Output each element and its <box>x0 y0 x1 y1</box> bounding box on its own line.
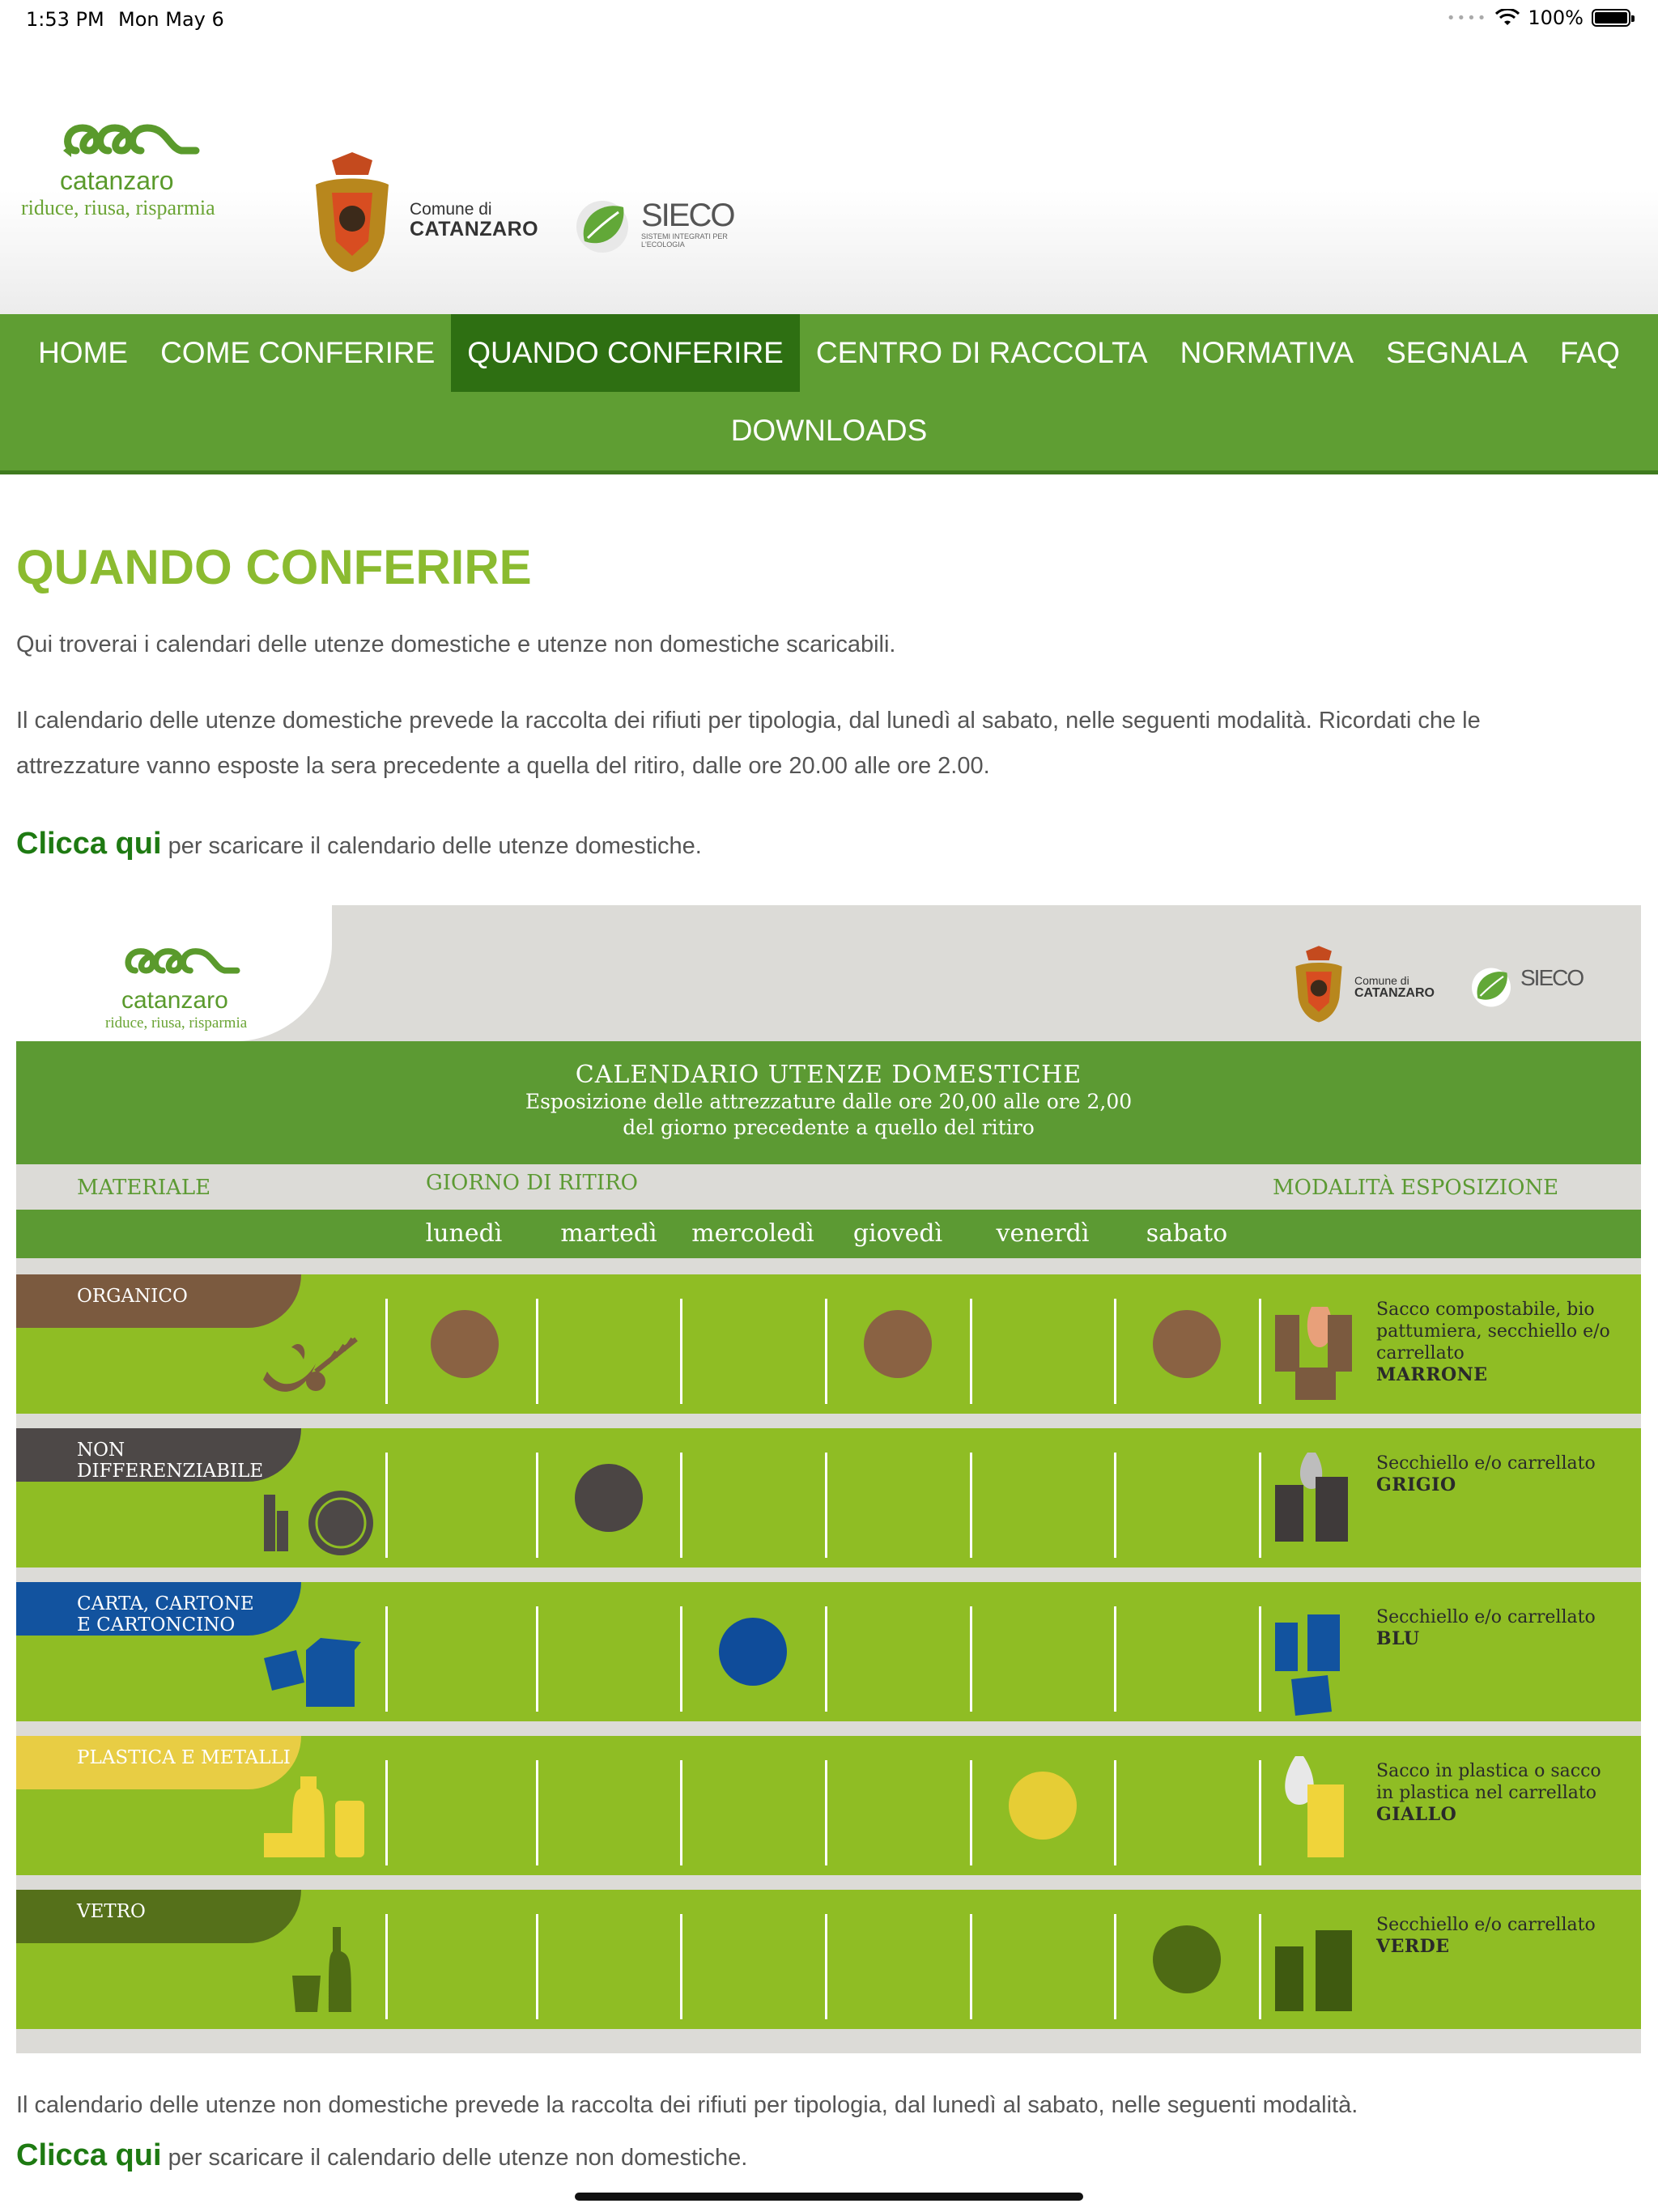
material-tab <box>16 1274 301 1328</box>
material-tab <box>16 1890 301 1943</box>
pickup-dot <box>431 1310 499 1378</box>
intro-text: Qui troverai i calendari delle utenze domestiche e utenze non domestiche scaricabili. <box>16 632 896 657</box>
calendar-title: CALENDARIO UTENZE DOMESTICHE <box>575 1061 1082 1089</box>
logo-word: catanzaro <box>60 166 174 195</box>
calendar-subtitle-2: del giorno precedente a quello del ritiro <box>623 1116 1035 1139</box>
column-separator <box>1114 1914 1116 2019</box>
comune-line2: CATANZARO <box>410 218 539 241</box>
battery-percent: 100% <box>1528 6 1584 29</box>
day-wednesday: mercoledì <box>691 1219 814 1248</box>
calendar-column-labels <box>16 1164 1641 1210</box>
column-separator <box>1114 1606 1116 1712</box>
multitask-dots-icon: •••• <box>1446 9 1488 27</box>
sieco-subtitle: SISTEMI INTEGRATI PER L'ECOLOGIA <box>641 232 728 249</box>
mode-description <box>1376 1453 1619 1496</box>
mode-color: GRIGIO <box>1376 1474 1456 1495</box>
calendar-image <box>16 905 1641 2053</box>
day-monday: lunedì <box>425 1219 503 1248</box>
material-label: VETRO <box>77 1901 146 1922</box>
mode-color: BLU <box>1376 1628 1420 1649</box>
day-friday: venerdì <box>996 1219 1090 1248</box>
day-tuesday: martedì <box>560 1219 657 1248</box>
mode-text: Secchiello e/o carrellato <box>1376 1915 1596 1935</box>
column-separator <box>825 1606 827 1712</box>
green-bins-icon <box>1271 1906 1360 2019</box>
column-separator <box>680 1299 682 1404</box>
column-separator <box>1114 1299 1116 1404</box>
nav-item-come-conferire[interactable]: COME CONFERIRE <box>160 336 436 369</box>
site-header <box>0 39 1658 314</box>
calendar-subtitle-1: Esposizione delle attrezzature dalle ore 20,00 alle ore 2,00 <box>525 1090 1133 1113</box>
wifi-icon <box>1495 9 1520 27</box>
pickup-dot <box>1009 1772 1077 1840</box>
calendar-sieco-word: SIECO <box>1520 965 1584 990</box>
calendar-crest-icon <box>1290 946 1347 1023</box>
column-separator <box>1259 1606 1261 1712</box>
column-separator <box>385 1760 388 1865</box>
column-separator <box>680 1453 682 1558</box>
column-separator <box>1259 1914 1261 2019</box>
column-separator <box>825 1299 827 1404</box>
sieco-leaf-icon <box>570 193 635 257</box>
logo-tagline: riduce, riusa, risparmia <box>21 196 215 219</box>
status-date: Mon May 6 <box>118 8 224 31</box>
yellow-bins-icon <box>1271 1752 1352 1865</box>
material-tab <box>16 1428 301 1482</box>
page-title: QUANDO CONFERIRE <box>16 540 532 594</box>
column-separator <box>1259 1453 1261 1558</box>
domestic-download-line <box>16 821 1627 869</box>
calendar-banner <box>16 1041 1641 1164</box>
non-domestic-download-line <box>16 2138 747 2176</box>
calendar-catanzaro-logo-icon <box>121 938 259 983</box>
site-logo[interactable] <box>21 112 264 220</box>
mode-description <box>1376 1606 1619 1650</box>
column-separator <box>385 1299 388 1404</box>
column-separator <box>970 1606 972 1712</box>
column-separator <box>1114 1453 1116 1558</box>
pickup-dot <box>1153 1310 1221 1378</box>
column-separator <box>536 1914 538 2019</box>
mode-description <box>1376 1299 1619 1386</box>
domestic-download-text: per scaricare il calendario delle utenze domestiche. <box>168 833 702 859</box>
calendar-days-header <box>16 1210 1641 1258</box>
comune-crest-icon <box>308 152 397 274</box>
mode-description <box>1376 1914 1619 1958</box>
nav-item-segnala[interactable]: SEGNALA <box>1386 336 1528 369</box>
column-separator <box>825 1453 827 1558</box>
column-separator <box>825 1760 827 1865</box>
mode-text: Secchiello e/o carrellato <box>1376 1607 1596 1627</box>
non-domestic-description: Il calendario delle utenze non domestiche prevede la raccolta dei rifiuti per tipologia, dal lunedì al sabato, nelle seguenti modalità. <box>16 2092 1358 2118</box>
calendar-row-non-differenziabile <box>16 1428 1641 1568</box>
column-separator <box>970 1760 972 1865</box>
nav-row-2 <box>0 392 1658 470</box>
nav-item-downloads[interactable]: DOWNLOADS <box>730 414 928 447</box>
mode-color: MARRONE <box>1376 1364 1488 1385</box>
day-saturday: sabato <box>1146 1219 1228 1248</box>
nav-row-1 <box>0 314 1658 392</box>
column-separator <box>536 1606 538 1712</box>
domestic-description-line1: Il calendario delle utenze domestiche prevede la raccolta dei rifiuti per tipologia, dal lunedì al sabato, nelle seguenti modalità. Ricordati che le <box>16 708 1481 734</box>
material-label-2: E CARTONCINO <box>77 1614 236 1636</box>
pickup-dot <box>575 1464 643 1532</box>
column-separator <box>385 1606 388 1712</box>
mode-text: Sacco in plastica o sacco in plastica nel carrellato <box>1376 1761 1601 1803</box>
calendar-logo-word: catanzaro <box>121 987 228 1014</box>
column-separator <box>536 1760 538 1865</box>
nav-item-home[interactable]: HOME <box>38 336 129 369</box>
calendar-logo <box>81 938 259 1032</box>
column-separator <box>1259 1760 1261 1865</box>
column-separator <box>680 1760 682 1865</box>
nav-item-quando-conferire[interactable]: QUANDO CONFERIRE <box>451 314 800 392</box>
sieco-word: SIECO <box>641 198 734 233</box>
nav-item-normativa[interactable]: NORMATIVA <box>1180 336 1354 369</box>
main-nav <box>0 314 1658 474</box>
calendar-sieco-leaf-icon <box>1467 962 1516 1010</box>
mode-color: VERDE <box>1376 1936 1450 1957</box>
calendar-row-carta <box>16 1582 1641 1721</box>
calendar-logo-tagline: riduce, riusa, risparmia <box>105 1015 248 1032</box>
mode-text: Sacco compostabile, bio pattumiera, secchiello e/o carrellato <box>1376 1300 1610 1363</box>
comune-logo-text <box>410 201 538 240</box>
brown-bins-icon <box>1271 1291 1360 1404</box>
column-separator <box>970 1299 972 1404</box>
calendar-comune-line2: CATANZARO <box>1354 985 1435 1000</box>
pickup-dot <box>719 1618 787 1686</box>
home-indicator[interactable] <box>575 2193 1083 2201</box>
material-label: ORGANICO <box>77 1286 188 1307</box>
non-recyclable-waste-icon <box>264 1487 377 1568</box>
calendar-comune-line1: Comune di <box>1354 974 1409 987</box>
non-domestic-download-link[interactable]: Clicca qui <box>16 2138 162 2172</box>
status-right <box>1447 6 1630 29</box>
column-separator <box>1259 1299 1261 1404</box>
column-separator <box>970 1914 972 2019</box>
material-tab <box>16 1736 301 1789</box>
status-time: 1:53 PM <box>26 8 104 31</box>
calendar-comune-text <box>1354 975 1435 1000</box>
domestic-description-line2: attrezzature vanno esposte la sera precedente a quella del ritiro, dalle ore 20.00 alle ore 2.00. <box>16 753 990 779</box>
column-separator <box>385 1453 388 1558</box>
grey-bins-icon <box>1271 1444 1360 1550</box>
calendar-row-plastica <box>16 1736 1641 1875</box>
calendar-row-vetro <box>16 1890 1641 2029</box>
column-separator <box>680 1914 682 2019</box>
nav-item-centro-di-raccolta[interactable]: CENTRO DI RACCOLTA <box>815 336 1148 369</box>
organic-waste-icon <box>259 1323 364 1412</box>
nav-item-faq[interactable]: FAQ <box>1559 336 1620 369</box>
non-domestic-download-text: per scaricare il calendario delle utenze non domestiche. <box>168 2145 748 2171</box>
column-separator <box>970 1453 972 1558</box>
comune-line1: Comune di <box>410 200 492 219</box>
catanzaro-logo-icon <box>60 112 222 165</box>
mode-text: Secchiello e/o carrellato <box>1376 1453 1596 1474</box>
column-separator <box>1114 1760 1116 1865</box>
paper-waste-icon <box>264 1634 369 1715</box>
glass-waste-icon <box>288 1919 361 2016</box>
domestic-description <box>16 698 1627 789</box>
plastic-waste-icon <box>264 1768 369 1865</box>
pickup-dot <box>864 1310 932 1378</box>
battery-icon <box>1592 9 1630 27</box>
mode-description <box>1376 1760 1619 1826</box>
material-label-2: DIFFERENZIABILE <box>77 1461 264 1482</box>
day-thursday: giovedì <box>852 1219 943 1248</box>
column-separator <box>680 1606 682 1712</box>
calendar-row-organico <box>16 1274 1641 1414</box>
column-separator <box>536 1299 538 1404</box>
label-day: GIORNO DI RITIRO <box>426 1171 638 1195</box>
material-tab <box>16 1582 301 1636</box>
pickup-dot <box>1153 1925 1221 1993</box>
blue-bins-icon <box>1271 1598 1352 1720</box>
material-label: PLASTICA E METALLI <box>77 1747 291 1768</box>
label-mode: MODALITÀ ESPOSIZIONE <box>1273 1176 1559 1200</box>
material-label-1: NON <box>77 1440 125 1461</box>
column-separator <box>385 1914 388 2019</box>
status-bar <box>0 0 1658 39</box>
label-material: MATERIALE <box>77 1176 211 1200</box>
mode-color: GIALLO <box>1376 1804 1457 1825</box>
column-separator <box>536 1453 538 1558</box>
column-separator <box>825 1914 827 2019</box>
domestic-download-link[interactable]: Clicca qui <box>16 827 162 861</box>
material-label-1: CARTA, CARTONE <box>77 1593 254 1614</box>
